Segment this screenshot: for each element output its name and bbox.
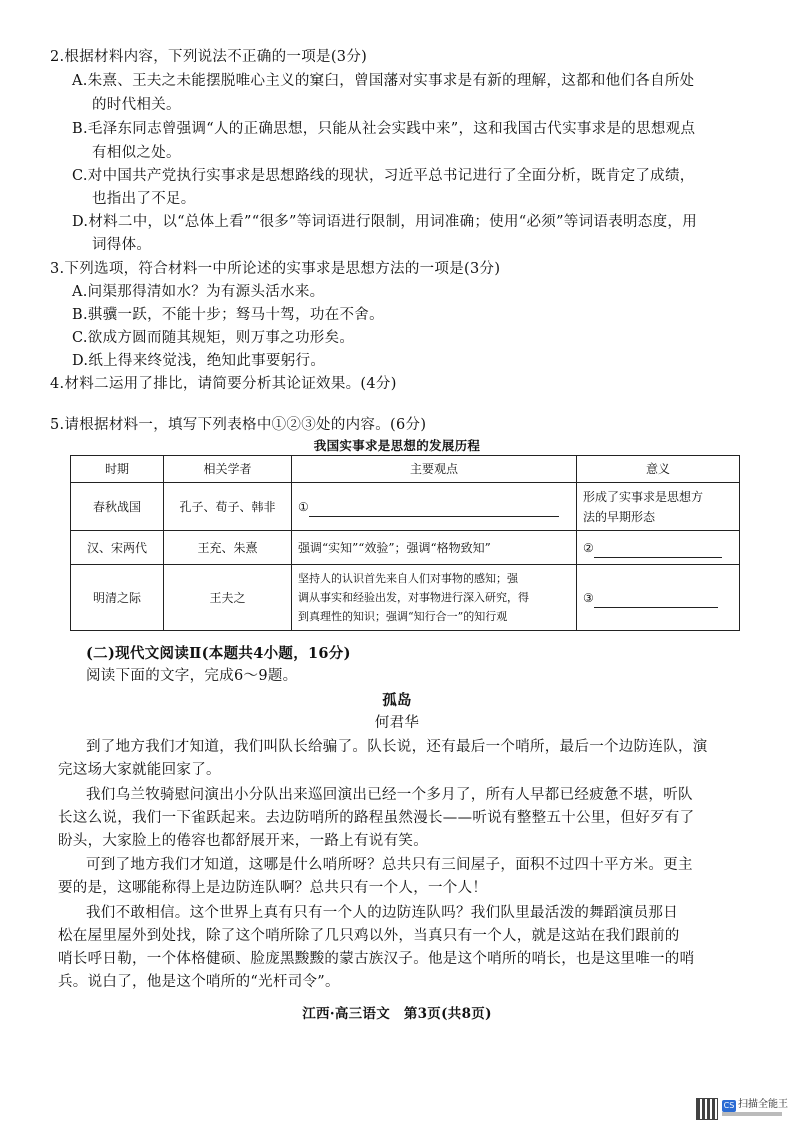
story-title: 孤岛 [382,692,412,709]
answer-blank-3[interactable] [594,607,718,608]
header-meaning: 意义 [577,456,740,483]
brand-name: 扫描全能王 [738,1099,788,1110]
cell-view [292,565,577,631]
cell-period: 汉、宋两代 [71,531,164,565]
scanner-badge [696,1098,786,1120]
table-row [71,483,740,531]
passage-line: 长这么说，我们一下雀跃起来。去边防哨所的路程虽然漫长——听说有整整五十公里，但好歹有了 [58,810,695,826]
q2-option-d: D.材料二中，以“总体上看”“很多”等词语进行限制，用词准确；使用“必须”等词语表明态度，用 [72,214,697,230]
passage-line: 要的是，这哪能称得上是边防连队啊？总共只有一个人，一个人！ [58,880,488,896]
cell-meaning [577,531,740,565]
q2-option-a: A.朱熹、王夫之未能摆脱唯心主义的窠臼，曾国藩对实事求是有新的理解，这都和他们各自所处 [72,73,695,89]
table-row [71,531,740,565]
table-header-row [71,456,740,483]
q4-stem: 4.材料二运用了排比，请简要分析其论证效果。(4分) [50,376,397,392]
passage-line: 我们不敢相信。这个世界上真有只有一个人的边防连队吗？我们队里最活泼的舞蹈演员那日 [86,905,678,921]
cell-view [292,483,577,531]
view-line: 到真理性的知识；强调“知行合一”的知行观 [298,610,508,623]
passage-line: 哨长呼日勒，一个体格健硕、脸庞黑黢黢的蒙古族汉子。他是这个哨所的哨长，也是这里唯一的哨 [58,951,695,967]
q2-option-c-cont: 也指出了不足。 [92,191,196,207]
story-author: 何君华 [374,715,420,731]
cell-scholars: 王充、朱熹 [164,531,292,565]
blank-marker-3: ③ [583,590,594,605]
cell-meaning [577,483,740,531]
header-scholars: 相关学者 [164,456,292,483]
passage-line: 完这场大家就能回家了。 [58,762,221,778]
q3-stem: 3.下列选项，符合材料一中所论述的实事求是思想方法的一项是(3分) [50,261,501,277]
q3-option-a: A.问渠那得清如水？为有源头活水来。 [72,284,325,300]
q2-stem: 2.根据材料内容，下列说法不正确的一项是(3分) [50,49,368,65]
section-instruction: 阅读下面的文字，完成6～9题。 [86,668,298,684]
header-view: 主要观点 [292,456,577,483]
cell-meaning [577,565,740,631]
table-row [71,565,740,631]
meaning-line: 法的早期形态 [583,509,656,524]
passage-line: 兵。说白了，他是这个哨所的“光杆司令”。 [58,974,340,990]
passage-line: 可到了地方我们才知道，这哪是什么哨所呀？总共只有三间屋子，面积不过四十平方米。更主 [86,857,693,873]
meaning-line: 形成了实事求是思想方 [583,489,704,504]
q3-option-c: C.欲成方圆而随其规矩，则万事之功形矣。 [72,330,355,346]
q5-stem: 5.请根据材料一，填写下列表格中①②③处的内容。(6分) [50,417,427,433]
q2-option-c: C.对中国共产党执行实事求是思想路线的现状，习近平总书记进行了全面分析，既肯定了成绩， [72,168,695,184]
cell-view: 强调“实知”“效验”；强调“格物致知” [292,531,577,565]
cs-logo: CS [723,1101,735,1110]
view-line: 调从事实和经验出发，对事物进行深入研究，得 [298,591,529,604]
brand-subline [722,1112,782,1116]
passage-line: 盼头，大家脸上的倦容也都舒展开来，一路上有说有笑。 [58,833,428,849]
view-line: 坚持人的认识首先来自人们对事物的感知；强 [298,572,518,585]
q2-option-b-cont: 有相似之处。 [92,145,181,161]
q2-option-b: B.毛泽东同志曾强调“人的正确思想，只能从社会实践中来”，这和我国古代实事求是的思想观点 [72,121,696,137]
passage-line: 松在屋里屋外到处找，除了这个哨所除了几只鸡以外，当真只有一个人，就是这站在我们跟前的 [58,928,680,944]
table-title: 我国实事求是思想的发展历程 [313,438,481,453]
q3-option-b: B.骐骥一跃，不能十步；驽马十驾，功在不舍。 [72,307,384,323]
q3-option-d: D.纸上得来终觉浅，绝知此事要躬行。 [72,353,326,369]
cell-scholars: 孔子、荀子、韩非 [164,483,292,531]
page-footer: 江西·高三语文 第3页(共8页) [302,1006,492,1022]
blank-marker-2: ② [583,540,594,555]
blank-marker-1: ① [298,499,309,514]
header-period: 时期 [71,456,164,483]
q2-option-d-cont: 词得体。 [92,237,152,253]
cell-period: 春秋战国 [71,483,164,531]
passage-line: 到了地方我们才知道，我们叫队长给骗了。队长说，还有最后一个哨所，最后一个边防连队，演 [86,739,708,755]
section-heading: (二)现代文阅读Ⅱ(本题共4小题，16分) [86,645,351,662]
answer-blank-1[interactable] [309,516,559,517]
development-table [70,455,740,631]
answer-blank-2[interactable] [594,557,722,558]
qr-code-icon [696,1098,718,1120]
q2-option-a-cont: 的时代相关。 [92,97,181,113]
passage-line: 我们乌兰牧骑慰问演出小分队出来巡回演出已经一个多月了，所有人早都已经疲惫不堪，听队 [86,787,693,803]
cell-scholars: 王夫之 [164,565,292,631]
cell-period: 明清之际 [71,565,164,631]
